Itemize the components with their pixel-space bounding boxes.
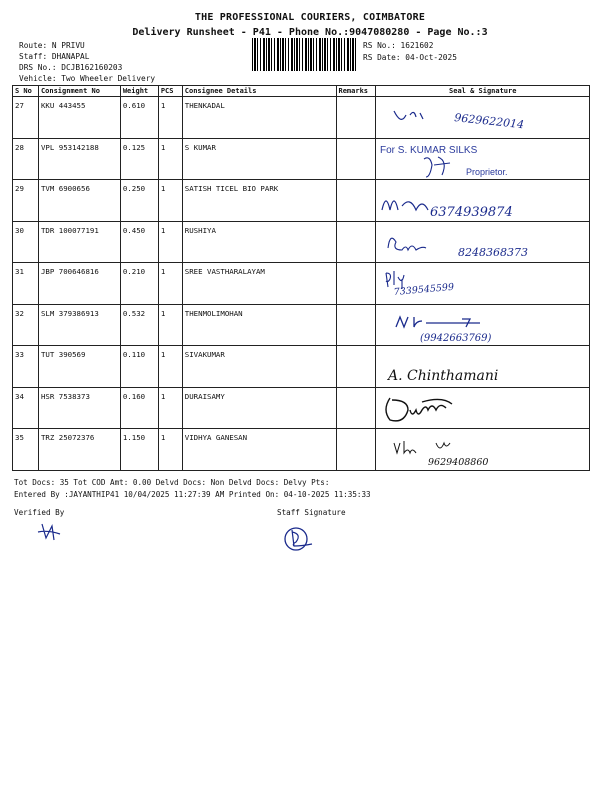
cell-consignee: DURAISAMY xyxy=(182,387,336,429)
cell-sno: 32 xyxy=(13,304,39,346)
cell-consignment: TVM 6900656 xyxy=(38,180,120,222)
cell-sno: 30 xyxy=(13,221,39,263)
col-header-consignee: Consignee Details xyxy=(182,86,336,97)
col-header-sno: S No xyxy=(13,86,39,97)
cell-remarks xyxy=(336,304,376,346)
signature-mark xyxy=(376,429,590,471)
cell-consignment: TDR 100077191 xyxy=(38,221,120,263)
cell-remarks xyxy=(336,180,376,222)
cell-signature xyxy=(376,138,590,180)
cell-consignment: KKU 443455 xyxy=(38,97,120,139)
cell-signature xyxy=(376,263,590,305)
col-header-remarks: Remarks xyxy=(336,86,376,97)
cell-sno: 28 xyxy=(13,138,39,180)
cell-signature xyxy=(376,387,590,429)
summary-totals: Tot Docs: 35 Tot COD Amt: 0.00 Delvd Docs: Non Delvd Docs: Delvy Pts: xyxy=(14,478,330,487)
summary-entered-printed: Entered By :JAYANTHIP41 10/04/2025 11:27:39 AM Printed On: 04-10-2025 11:35:33 xyxy=(14,490,371,499)
signature-phone: 7339545599 xyxy=(393,281,455,298)
cell-remarks xyxy=(336,387,376,429)
cell-consignment: TRZ 25072376 xyxy=(38,429,120,471)
table-row xyxy=(13,180,590,222)
cell-sno: 31 xyxy=(13,263,39,305)
table-row xyxy=(13,263,590,305)
company-title: THE PROFESSIONAL COURIERS, COIMBATORE xyxy=(194,12,426,23)
signature-mark xyxy=(376,263,590,305)
cell-remarks xyxy=(336,97,376,139)
signature-mark xyxy=(376,222,590,264)
cell-consignment: SLM 379386913 xyxy=(38,304,120,346)
cell-consignee: SIVAKUMAR xyxy=(182,346,336,388)
verified-by-label: Verified By xyxy=(14,508,65,517)
table-row xyxy=(13,387,590,429)
rs-date: RS Date: 04-Oct-2025 xyxy=(363,53,457,62)
table-row xyxy=(13,221,590,263)
cell-remarks xyxy=(336,138,376,180)
company-stamp xyxy=(376,139,590,181)
cell-remarks xyxy=(336,429,376,471)
cell-consignee: SATISH TICEL BIO PARK xyxy=(182,180,336,222)
cell-weight: 0.532 xyxy=(120,304,158,346)
cell-pcs: 1 xyxy=(158,221,182,263)
cell-signature xyxy=(376,346,590,388)
signature-phone: (9942663769) xyxy=(420,332,492,344)
signature-mark xyxy=(376,388,590,430)
cell-consignee: RUSHIYA xyxy=(182,221,336,263)
table-row xyxy=(13,97,590,139)
cell-weight: 0.610 xyxy=(120,97,158,139)
cell-consignee: SREE VASTHARALAYAM xyxy=(182,263,336,305)
cell-pcs: 1 xyxy=(158,346,182,388)
cell-sno: 29 xyxy=(13,180,39,222)
svg-text:Proprietor.: Proprietor. xyxy=(466,166,508,177)
verified-signature-mark xyxy=(36,520,66,542)
cell-sno: 34 xyxy=(13,387,39,429)
cell-remarks xyxy=(336,221,376,263)
signature-phone: 9629622014 xyxy=(454,111,526,132)
cell-weight: 0.210 xyxy=(120,263,158,305)
col-header-signature: Seal & Signature xyxy=(376,86,590,97)
cell-pcs: 1 xyxy=(158,138,182,180)
cell-consignee: THENMOLIMOHAN xyxy=(182,304,336,346)
cell-pcs: 1 xyxy=(158,97,182,139)
cell-consignee: S KUMAR xyxy=(182,138,336,180)
signature-phone: 6374939874 xyxy=(430,205,514,220)
cell-pcs: 1 xyxy=(158,304,182,346)
cell-signature xyxy=(376,97,590,139)
barcode xyxy=(252,38,358,71)
table-row xyxy=(13,346,590,388)
stamp-text: For S. KUMAR SILKS xyxy=(380,144,478,156)
signature-phone: 8248368373 xyxy=(458,245,529,259)
cell-signature xyxy=(376,221,590,263)
col-header-weight: Weight xyxy=(120,86,158,97)
table-row xyxy=(13,138,590,180)
cell-consignment: VPL 953142188 xyxy=(38,138,120,180)
cell-pcs: 1 xyxy=(158,180,182,222)
cell-pcs: 1 xyxy=(158,263,182,305)
cell-weight: 0.125 xyxy=(120,138,158,180)
staff-signature-label: Staff Signature xyxy=(277,508,346,517)
cell-weight: 0.450 xyxy=(120,221,158,263)
cell-weight: 0.160 xyxy=(120,387,158,429)
cell-consignee: THENKADAL xyxy=(182,97,336,139)
col-header-pcs: PCS xyxy=(158,86,182,97)
cell-weight: 0.250 xyxy=(120,180,158,222)
route-label: Route: N PRIVU xyxy=(19,41,85,50)
table-row xyxy=(13,429,590,471)
cell-weight: 1.150 xyxy=(120,429,158,471)
signature-mark xyxy=(376,97,590,139)
cell-pcs: 1 xyxy=(158,429,182,471)
cell-consignee: VIDHYA GANESAN xyxy=(182,429,336,471)
vehicle-label: Vehicle: Two Wheeler Delivery xyxy=(19,74,156,83)
cell-pcs: 1 xyxy=(158,387,182,429)
cell-signature xyxy=(376,429,590,471)
drs-number: DRS No.: DCJB162160203 xyxy=(19,63,123,72)
cell-weight: 0.110 xyxy=(120,346,158,388)
runsheet-table xyxy=(12,85,590,471)
cell-signature xyxy=(376,180,590,222)
cell-consignment: HSR 7538373 xyxy=(38,387,120,429)
cell-signature xyxy=(376,304,590,346)
signature-name: A. Chinthamani xyxy=(388,368,499,384)
signature-mark xyxy=(376,346,590,388)
table-row xyxy=(13,304,590,346)
table-header-row xyxy=(13,86,590,97)
signature-mark xyxy=(376,305,590,347)
staff-signature-mark xyxy=(282,524,316,554)
signature-phone: 9629408860 xyxy=(428,457,489,468)
rs-number: RS No.: 1621602 xyxy=(363,41,434,50)
cell-remarks xyxy=(336,263,376,305)
runsheet-subtitle: Delivery Runsheet - P41 - Phone No.:9047080280 - Page No.:3 xyxy=(132,27,488,38)
staff-label: Staff: DHANAPAL xyxy=(19,52,90,61)
cell-sno: 33 xyxy=(13,346,39,388)
col-header-consignment: Consignment No xyxy=(38,86,120,97)
cell-consignment: JBP 700646816 xyxy=(38,263,120,305)
cell-remarks xyxy=(336,346,376,388)
signature-mark xyxy=(376,180,590,222)
cell-consignment: TUT 390569 xyxy=(38,346,120,388)
cell-sno: 27 xyxy=(13,97,39,139)
cell-sno: 35 xyxy=(13,429,39,471)
